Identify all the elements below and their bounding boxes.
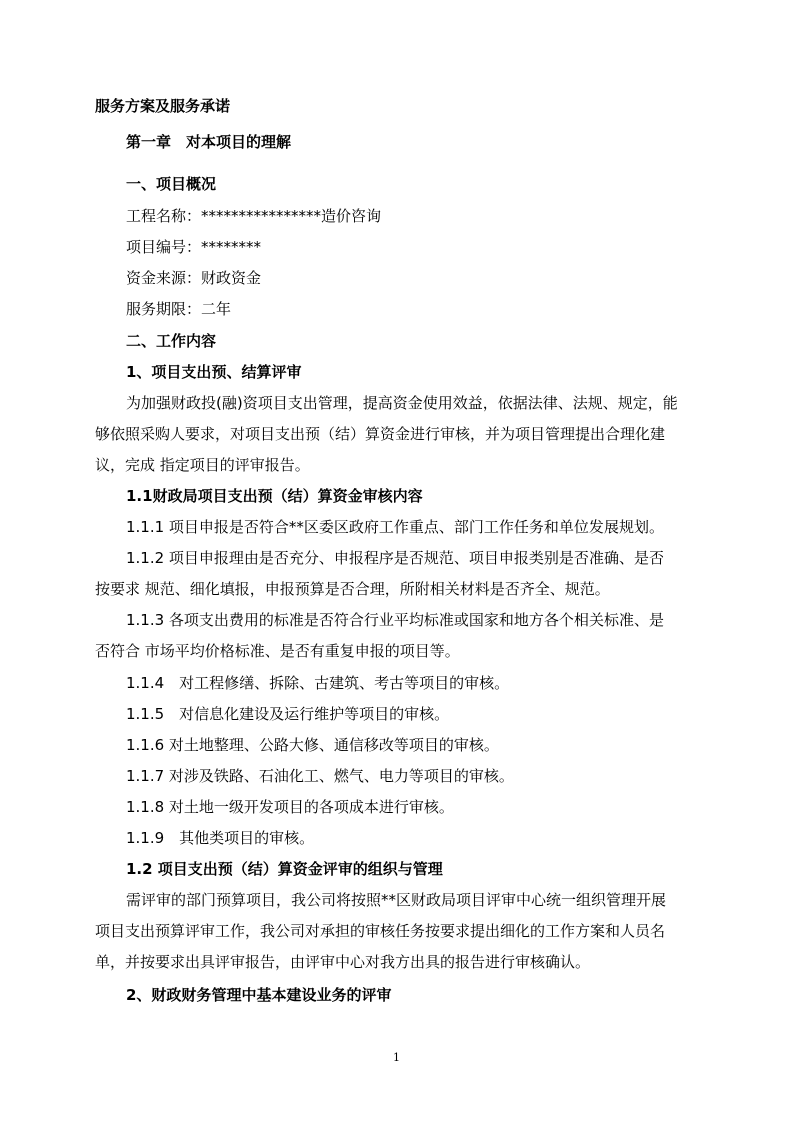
paragraph-line: 议，完成 指定项目的评审报告。 (95, 456, 310, 474)
paragraph-line: 单，并按要求出具评审报告，由评审中心对我方出具的报告进行审核确认。 (95, 953, 591, 971)
subsection-heading-1-1: 1.1财政局项目支出预（结）算资金审核内容 (126, 487, 423, 505)
field-project-number: 项目编号：******** (126, 238, 262, 256)
field-service-period: 服务期限：二年 (126, 300, 232, 318)
page-number: 1 (393, 1051, 400, 1064)
list-item-1-1-9: 1.1.9 其他类项目的审核。 (126, 829, 315, 847)
list-item-1-1-4: 1.1.4 对工程修缮、拆除、古建筑、考古等项目的审核。 (126, 674, 510, 692)
section-heading-overview: 一、项目概况 (126, 175, 217, 193)
section-heading-work-content: 二、工作内容 (126, 332, 217, 350)
list-item-1-1-7: 1.1.7 对涉及铁路、石油化工、燃气、电力等项目的审核。 (126, 767, 514, 785)
list-item-1-1-2-cont: 按要求 规范、细化填报，申报预算是否合理，所附相关材料是否齐全、规范。 (95, 580, 610, 598)
document-title: 服务方案及服务承诺 (95, 97, 231, 115)
list-item-1-1-8: 1.1.8 对土地一级开发项目的各项成本进行审核。 (126, 798, 454, 816)
subsection-heading-budget-review: 1、项目支出预、结算评审 (126, 363, 302, 381)
list-item-1-1-2: 1.1.2 项目申报理由是否充分、申报程序是否规范、项目申报类别是否准确、是否 (126, 549, 664, 567)
field-funding-source: 资金来源：财政资金 (126, 269, 262, 287)
list-item-1-1-1: 1.1.1 项目申报是否符合**区委区政府工作重点、部门工作任务和单位发展规划。 (126, 518, 664, 536)
subsection-heading-1-2: 1.2 项目支出预（结）算资金评审的组织与管理 (126, 860, 443, 878)
chapter-heading: 第一章 对本项目的理解 (126, 133, 292, 151)
list-item-1-1-5: 1.1.5 对信息化建设及运行维护等项目的审核。 (126, 705, 450, 723)
paragraph-line: 需评审的部门预算项目，我公司将按照**区财政局项目评审中心统一组织管理开展 (126, 891, 667, 909)
paragraph-line: 够依照采购人要求，对项目支出预（结）算资金进行审核，并为项目管理提出合理化建 (95, 425, 666, 443)
paragraph-line: 项目支出预算评审工作，我公司对承担的审核任务按要求提出细化的工作方案和人员名 (95, 922, 666, 940)
subsection-heading-capital-construction: 2、财政财务管理中基本建设业务的评审 (126, 986, 392, 1004)
list-item-1-1-3: 1.1.3 各项支出费用的标准是否符合行业平均标准或国家和地方各个相关标准、是 (126, 611, 664, 629)
list-item-1-1-6: 1.1.6 对土地整理、公路大修、通信移改等项目的审核。 (126, 736, 499, 754)
list-item-1-1-3-cont: 否符合 市场平均价格标准、是否有重复申报的项目等。 (95, 642, 460, 660)
field-project-name: 工程名称：****************造价咨询 (126, 207, 382, 225)
paragraph-line: 为加强财政投(融)资项目支出管理，提高资金使用效益，依据法律、法规、规定，能 (126, 394, 678, 412)
